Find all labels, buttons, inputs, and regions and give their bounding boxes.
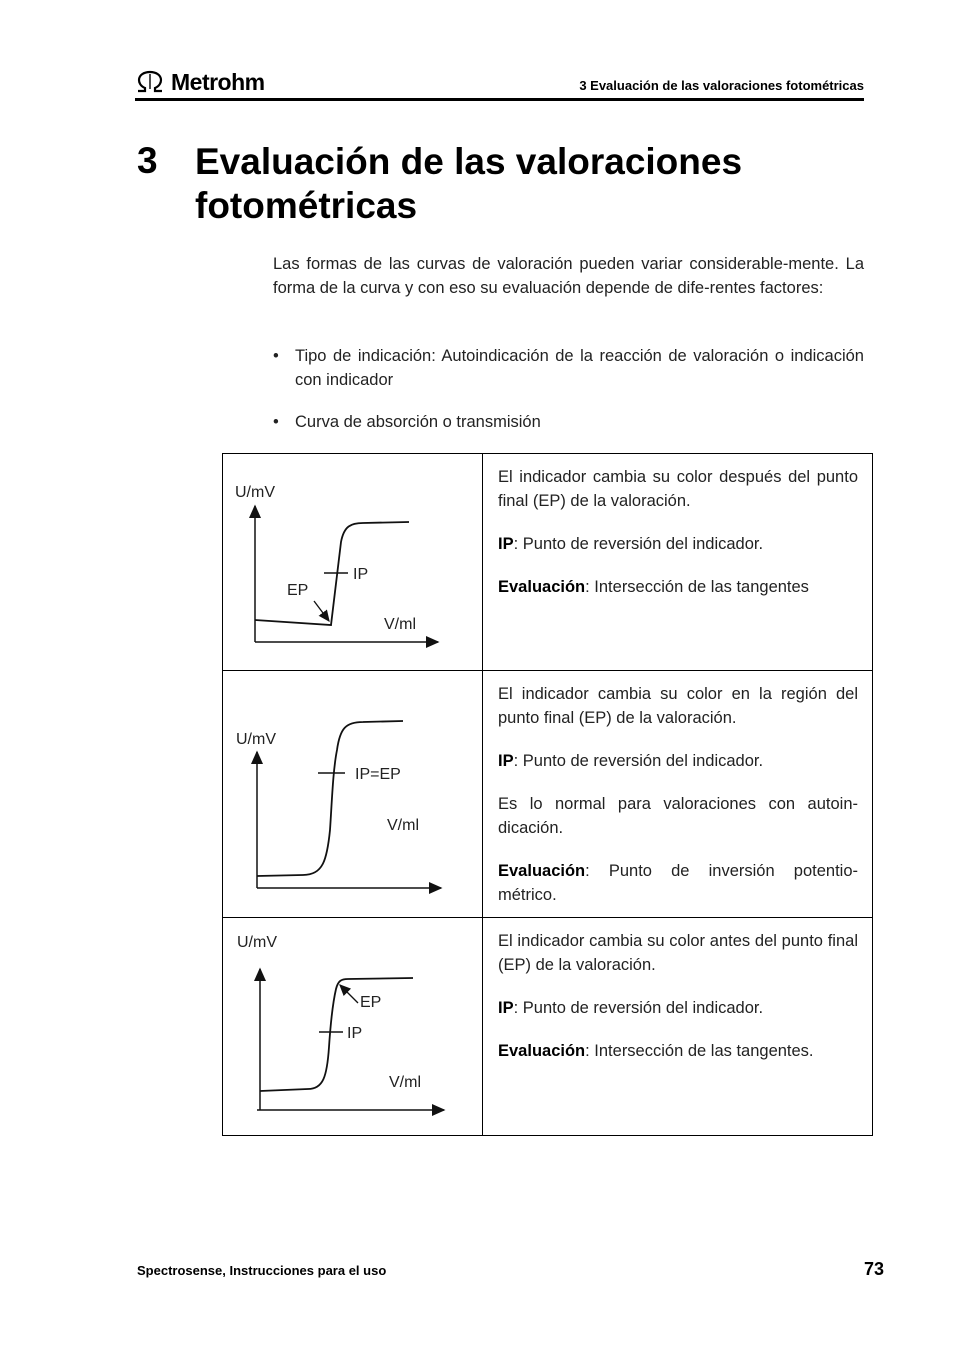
column-divider [482,454,483,1135]
bullet-item [273,344,864,392]
description-paragraph: IP: Punto de reversión del indicador. [498,535,764,553]
titration-curve-3 [223,917,482,1135]
indicator-table [222,453,873,1136]
ep-arrow [340,985,358,1003]
ip-ep-label: IP=EP [355,766,401,783]
ep-label: EP [287,582,309,599]
ip-label: IP [353,566,369,583]
description-paragraph: El indicador cambia su color después del punto final (EP) de la valoración. [498,468,858,510]
description-paragraph: El indicador cambia su color antes del punto final (EP) de la valoración. [498,932,858,974]
page-number: 73 [864,1259,885,1279]
ep-arrow [314,601,329,621]
bullet-item [273,410,864,434]
x-axis-label: V/ml [384,616,416,633]
description-paragraph: IP: Punto de reversión del indicador. [498,752,764,770]
chapter-title: Evaluación de las valoraciones fotométricas [195,141,743,226]
logo-text: Metrohm [171,68,265,95]
omega-logo-icon [135,70,165,94]
row-2-description [498,682,858,926]
y-axis-label: U/mV [237,934,277,951]
ep-label: EP [360,994,382,1011]
y-axis-label: U/mV [236,731,276,748]
ip-label: IP [347,1025,363,1042]
row-1-description [498,465,858,618]
chapter-number: 3 [137,140,158,181]
metrohm-logo [135,68,265,96]
description-paragraph: El indicador cambia su color en la región del punto final (EP) de la valoración. [498,685,858,727]
y-axis-label: U/mV [235,484,275,501]
description-paragraph: Evaluación: Intersección de las tangentes. [498,1042,814,1060]
row-3-description [498,929,858,1082]
titration-curve-2 [223,670,482,917]
header-rule [135,98,864,101]
description-paragraph: Evaluación: Intersección de las tangentes [498,578,809,596]
description-paragraph: Es lo normal para valoraciones con autoin-dicación. [498,795,858,837]
curve [257,721,403,876]
titration-curve-1 [223,454,482,670]
bullet-text: Curva de absorción o transmisión [295,413,541,431]
bullet-text: Tipo de indicación: Autoindicación de la reacción de valoración o indicación con indicador [295,347,864,389]
running-head: 3 Evaluación de las valoraciones fotométricas [579,78,864,93]
bullet-dot: • [273,347,279,365]
description-paragraph: IP: Punto de reversión del indicador. [498,999,764,1017]
description-paragraph: Evaluación: Punto de inversión potentio-métrico. [498,862,858,904]
intro-paragraph: Las formas de las curvas de valoración pueden variar considerable-mente. La forma de la curva y con eso su evaluación depende de dife-rentes factores: [273,255,864,297]
x-axis-label: V/ml [389,1074,421,1091]
x-axis-label: V/ml [387,817,419,834]
footer-document-title: Spectrosense, Instrucciones para el uso [137,1263,387,1278]
bullet-dot: • [273,413,279,431]
